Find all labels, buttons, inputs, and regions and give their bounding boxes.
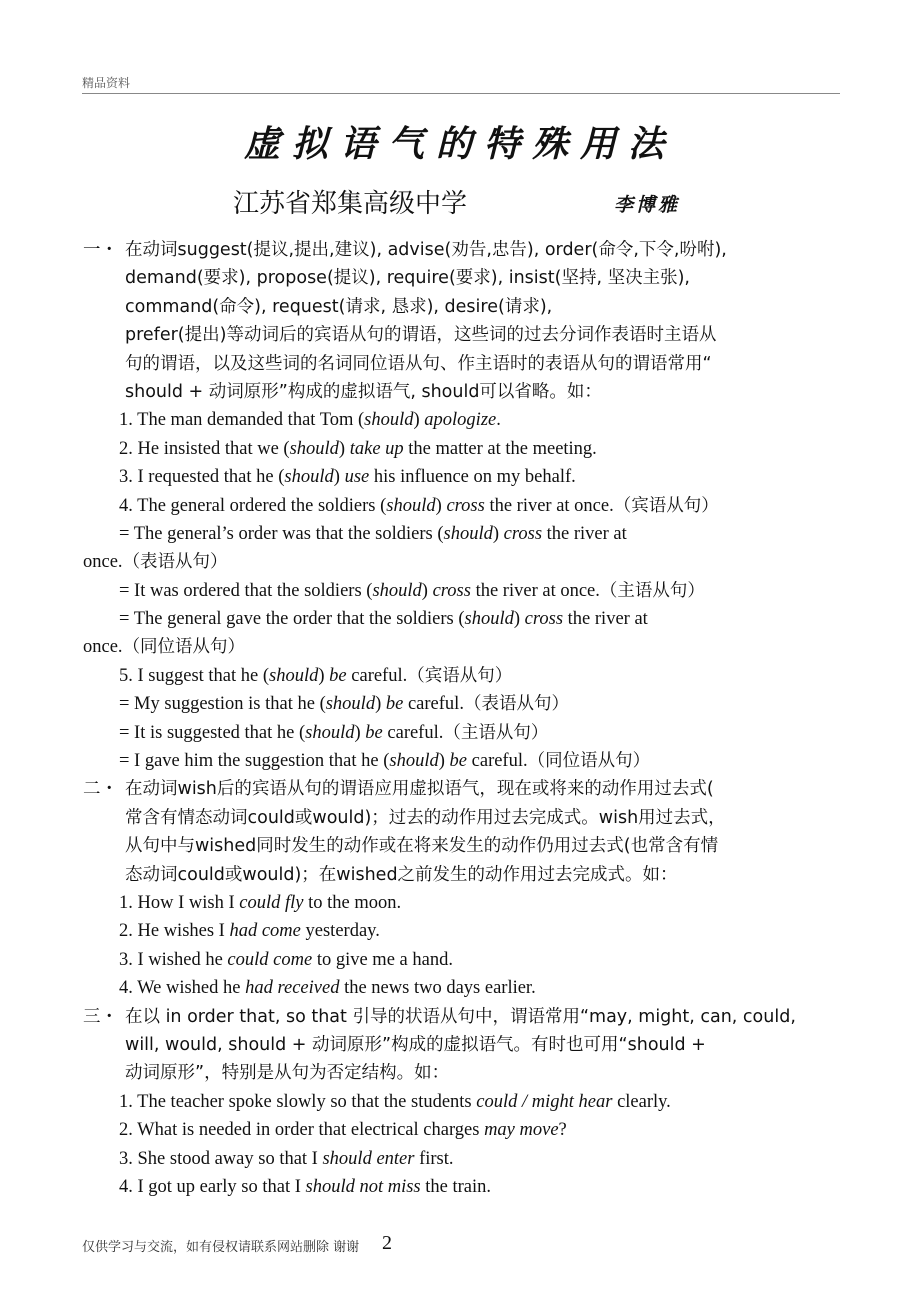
- verb-form: could / might hear: [476, 1091, 613, 1112]
- verb-form: should enter: [322, 1148, 415, 1169]
- section-intro-line: [83, 804, 838, 832]
- section-intro-line: [83, 293, 838, 321]
- verb-form: cross: [524, 609, 564, 630]
- example-text: 4. I got up early so that I: [119, 1176, 306, 1197]
- example-sentence: [83, 605, 838, 633]
- verb-form: may move: [484, 1120, 559, 1141]
- modal-word: should: [464, 609, 514, 630]
- modal-word: should: [372, 580, 422, 601]
- example-text: 3. I requested that he (: [119, 467, 285, 488]
- example-text: 1. The teacher spoke slowly so that the students: [119, 1091, 477, 1112]
- example-sentence: [83, 889, 838, 917]
- example-text: 1. How I wish I: [119, 892, 240, 913]
- example-text: .: [496, 410, 501, 431]
- intro-text: 从句中与wished同时发生的动作或在将来发生的动作仍用过去式(也常含有情: [125, 836, 719, 857]
- example-text: careful.: [382, 722, 444, 743]
- example-text: ): [354, 722, 366, 743]
- clause-type-note: （主语从句）: [443, 722, 549, 743]
- example-sentence: [83, 520, 838, 548]
- example-text: the river at once.: [484, 495, 614, 516]
- footer-notice: 仅供学习与交流，如有侵权请联系网站删除 谢谢: [82, 1240, 360, 1255]
- section-intro-line: [83, 832, 838, 860]
- document-title: 虚拟语气的特殊用法: [243, 123, 676, 165]
- example-text: ): [435, 495, 447, 516]
- modal-word: should: [443, 523, 493, 544]
- example-text: ): [413, 410, 425, 431]
- example-text: 3. I wished he: [119, 949, 228, 970]
- example-text: ?: [558, 1120, 567, 1141]
- example-text: once.: [83, 552, 123, 573]
- example-sentence: [83, 1145, 838, 1173]
- example-text: 2. What is needed in order that electrical charges: [119, 1120, 485, 1141]
- example-text: the matter at the meeting.: [403, 438, 597, 459]
- section-intro-line: [83, 264, 838, 292]
- example-text: the river at: [563, 609, 648, 630]
- verb-form: could fly: [239, 892, 304, 913]
- example-sentence: [83, 719, 838, 747]
- example-text: to the moon.: [303, 892, 402, 913]
- example-sentence: [83, 435, 838, 463]
- example-text: = The general’s order was that the soldiers (: [119, 523, 444, 544]
- verb-form: be: [329, 665, 347, 686]
- example-text: to give me a hand.: [312, 949, 453, 970]
- example-sentence: [83, 1173, 838, 1201]
- verb-form: cross: [503, 523, 543, 544]
- intro-text: 常含有情态动词could或would)；过去的动作用过去完成式。wish用过去式，: [125, 807, 726, 828]
- example-text: 2. He insisted that we (: [119, 438, 290, 459]
- example-text: the news two days earlier.: [339, 978, 536, 999]
- example-text: first.: [414, 1148, 454, 1169]
- clause-type-note: （主语从句）: [599, 580, 705, 601]
- example-text: yesterday.: [300, 921, 380, 942]
- example-text: 4. We wished he: [119, 978, 246, 999]
- section-intro-line: [83, 861, 838, 889]
- example-text: 3. She stood away so that I: [119, 1148, 323, 1169]
- intro-text: will, would, should + 动词原形”构成的虚拟语气。有时也可用“should +: [125, 1034, 706, 1055]
- example-text: ): [513, 609, 525, 630]
- document-body: [83, 236, 838, 1201]
- verb-form: be: [385, 694, 404, 715]
- section-intro-line: [83, 378, 838, 406]
- example-text: 1. The man demanded that Tom (: [119, 410, 365, 431]
- intro-text: 在以 in order that, so that 引导的状语从句中，谓语常用“may, might, can, could,: [125, 1006, 796, 1027]
- modal-word: should: [389, 751, 439, 772]
- example-text: ): [438, 751, 450, 772]
- intro-text: prefer(提出)等动词后的宾语从句的谓语，这些词的过去分词作表语时主语从: [125, 325, 717, 346]
- example-text: = My suggestion is that he (: [119, 694, 326, 715]
- example-text: the river at: [542, 523, 627, 544]
- modal-word: should: [269, 665, 319, 686]
- verb-form: should not miss: [305, 1176, 421, 1197]
- clause-type-note: （同位语从句）: [122, 637, 246, 658]
- intro-text: 态动词could或would)；在wished之前发生的动作用过去完成式。如：: [125, 864, 678, 885]
- example-text: 4. The general ordered the soldiers (: [119, 495, 387, 516]
- school-name: 江苏省郑集高级中学: [233, 189, 468, 219]
- modal-word: should: [305, 722, 355, 743]
- example-text: the river at once.: [470, 580, 600, 601]
- section-intro-line: [83, 321, 838, 349]
- example-sentence: [83, 1088, 838, 1116]
- modal-word: should: [284, 467, 334, 488]
- example-sentence: [83, 1116, 838, 1144]
- verb-form: be: [365, 722, 383, 743]
- section-marker: 三・: [83, 1006, 118, 1027]
- verb-form: apologize: [424, 410, 497, 431]
- clause-type-note: （表语从句）: [122, 552, 228, 573]
- section-marker: 二・: [83, 779, 118, 800]
- verb-form: take up: [349, 438, 404, 459]
- example-sentence: [83, 974, 838, 1002]
- section-intro-line: [83, 1003, 838, 1031]
- example-text: ): [421, 580, 433, 601]
- modal-word: should: [289, 438, 339, 459]
- intro-text: should + 动词原形”构成的虚拟语气, should可以省略。如：: [125, 381, 602, 402]
- example-text: careful.: [467, 751, 528, 772]
- clause-type-note: （宾语从句）: [613, 495, 719, 516]
- example-text: clearly.: [612, 1091, 671, 1112]
- example-sentence: [83, 917, 838, 945]
- author-name: 李博雅: [614, 194, 681, 216]
- intro-text: 句的谓语，以及这些词的名词同位语从句、作主语时的表语从句的谓语常用“: [125, 353, 712, 374]
- verb-form: cross: [446, 495, 485, 516]
- example-text: = The general gave the order that the soldiers (: [119, 609, 465, 630]
- section-intro-line: [83, 1059, 838, 1087]
- verb-form: cross: [432, 580, 471, 601]
- example-wrap-line: [83, 548, 838, 576]
- section-intro-line: [83, 350, 838, 378]
- example-sentence: [83, 690, 838, 718]
- header-rule: [82, 93, 840, 94]
- intro-text: 动词原形”，特别是从句为否定结构。如：: [125, 1063, 450, 1084]
- intro-text: command(命令), request(请求, 恳求), desire(请求),: [125, 296, 553, 317]
- section-marker: 一・: [83, 240, 118, 260]
- intro-text: 在动词suggest(提议,提出,建议), advise(劝告,忠告), order(命令,下令,吩咐),: [125, 240, 727, 260]
- example-text: careful.: [403, 694, 464, 715]
- example-text: ): [318, 665, 330, 686]
- example-text: = I gave him the suggestion that he (: [119, 751, 390, 772]
- clause-type-note: （表语从句）: [463, 694, 569, 715]
- example-wrap-line: [83, 633, 838, 661]
- example-text: his influence on my behalf.: [369, 467, 576, 488]
- verb-form: had come: [229, 921, 301, 942]
- verb-form: had received: [245, 978, 340, 999]
- modal-word: should: [364, 410, 414, 431]
- example-text: ): [333, 467, 345, 488]
- example-sentence: [83, 577, 838, 605]
- example-text: ): [375, 694, 386, 715]
- example-text: ): [338, 438, 350, 459]
- example-sentence: [83, 492, 838, 520]
- section-intro-line: [83, 1031, 838, 1059]
- section-intro-line: [83, 775, 838, 803]
- modal-word: should: [386, 495, 436, 516]
- example-sentence: [83, 946, 838, 974]
- example-sentence: [83, 662, 838, 690]
- example-text: = It is suggested that he (: [119, 722, 306, 743]
- header-label: 精品资料: [82, 76, 131, 90]
- example-text: the train.: [420, 1176, 492, 1197]
- verb-form: use: [344, 467, 370, 488]
- intro-text: 在动词wish后的宾语从句的谓语应用虚拟语气，现在或将来的动作用过去式(: [125, 779, 714, 800]
- section-intro-line: [83, 236, 838, 264]
- verb-form: be: [449, 751, 468, 772]
- example-text: careful.: [346, 665, 408, 686]
- intro-text: demand(要求), propose(提议), require(要求), insist(坚持, 坚决主张),: [125, 268, 690, 289]
- example-sentence: [83, 406, 838, 434]
- example-sentence: [83, 463, 838, 491]
- example-text: 2. He wishes I: [119, 921, 230, 942]
- modal-word: should: [325, 694, 376, 715]
- example-sentence: [83, 747, 838, 775]
- page-number: 2: [382, 1232, 392, 1254]
- example-text: ): [492, 523, 504, 544]
- clause-type-note: （同位语从句）: [527, 751, 651, 772]
- example-text: once.: [83, 637, 123, 658]
- example-text: 5. I suggest that he (: [119, 665, 270, 686]
- clause-type-note: （宾语从句）: [407, 665, 513, 686]
- verb-form: could come: [227, 949, 313, 970]
- example-text: = It was ordered that the soldiers (: [119, 580, 373, 601]
